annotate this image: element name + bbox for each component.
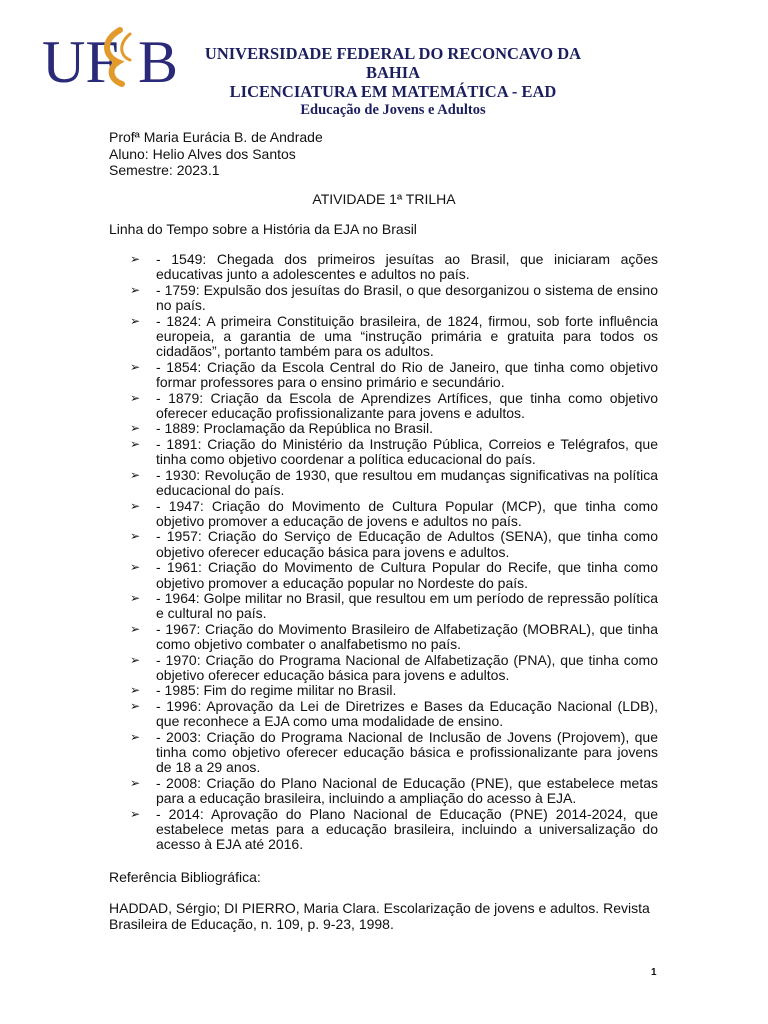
timeline-item xyxy=(130,699,658,730)
timeline-item-text: - 1947: Criação do Movimento de Cultura Popular (MCP), que tinha como objetivo promover a educação de jovens e adultos no país. xyxy=(156,497,658,529)
university-name: UNIVERSIDADE FEDERAL DO RECONCAVO DA BAHIA xyxy=(204,44,582,82)
timeline-item-text: - 1985: Fim do regime militar no Brasil. xyxy=(156,682,397,699)
arrowhead-bullet-icon: ➢ xyxy=(130,313,141,328)
timeline-item xyxy=(130,468,658,499)
arrowhead-bullet-icon: ➢ xyxy=(130,775,141,790)
timeline-item-text: - 1549: Chegada dos primeiros jesuítas ao Brasil, que iniciaram ações educativas junto a adolescentes e adultos no país. xyxy=(156,251,658,283)
timeline-item xyxy=(130,391,658,422)
timeline-item-text: - 1759: Expulsão dos jesuítas do Brasil, o que desorganizou o sistema de ensino no país. xyxy=(156,281,658,314)
ufrb-logo xyxy=(42,26,184,88)
timeline-item-text: - 2008: Criação do Plano Nacional de Educação (PNE), que estabelece metas para a educação brasileira, incluindo a ampliação do acesso à EJA. xyxy=(156,774,658,807)
timeline-item-text: - 1824: A primeira Constituição brasileira, de 1824, firmou, sob forte influência europeia, a garantia de uma “instrução primária e gratuita para todos os cidadãos”, portanto também para os adultos. xyxy=(156,312,658,360)
arrowhead-bullet-icon: ➢ xyxy=(130,529,141,544)
activity-title: ATIVIDADE 1ª TRILHA xyxy=(312,191,456,207)
course-name: LICENCIATURA EM MATEMÁTICA - EAD xyxy=(229,82,557,101)
program-name: Educação de Jovens e Adultos xyxy=(300,102,486,118)
document-meta xyxy=(109,129,323,179)
page-number: 1 xyxy=(651,967,657,978)
arrowhead-bullet-icon: ➢ xyxy=(130,560,141,575)
timeline-item xyxy=(130,360,658,391)
timeline-item xyxy=(130,314,658,360)
timeline-item xyxy=(130,252,658,283)
timeline-item-text: - 1996: Aprovação da Lei de Diretrizes e Bases da Educação Nacional (LDB), que reconhece a EJA como uma modalidade de ensino. xyxy=(156,697,658,730)
arrowhead-bullet-icon: ➢ xyxy=(130,590,141,605)
arrowhead-bullet-icon: ➢ xyxy=(130,698,141,713)
timeline-item xyxy=(130,622,658,653)
timeline-item-text: - 1854: Criação da Escola Central do Rio de Janeiro, que tinha como objetivo formar professores para o ensino primário e secundário. xyxy=(156,358,658,391)
arrowhead-bullet-icon: ➢ xyxy=(130,806,141,821)
student-line: Aluno: Helio Alves dos Santos xyxy=(109,145,296,162)
timeline-item xyxy=(130,529,658,560)
reference-entry: HADDAD, Sérgio; DI PIERRO, Maria Clara. Escolarização de jovens e adultos. Revista Brasileira de Educação, n. 109, p. 9-23, 1998. xyxy=(109,900,650,932)
timeline-item xyxy=(130,776,658,807)
timeline-list xyxy=(130,252,658,853)
arrowhead-bullet-icon: ➢ xyxy=(130,467,141,482)
timeline-item-text: - 2003: Criação do Programa Nacional de Inclusão de Jovens (Projovem), que tinha como objetivo oferecer educação básica e profissionalizante para jovens de 18 a 29 anos. xyxy=(156,728,658,776)
timeline-item xyxy=(130,683,658,698)
arrowhead-bullet-icon: ➢ xyxy=(130,359,141,374)
arrowhead-bullet-icon: ➢ xyxy=(130,498,141,513)
timeline-item xyxy=(130,730,658,776)
arrowhead-bullet-icon: ➢ xyxy=(130,390,141,405)
timeline-item-text: - 1970: Criação do Programa Nacional de Alfabetização (PNA), que tinha como objetivo oferecer educação básica para jovens e adultos. xyxy=(156,651,658,683)
arrowhead-bullet-icon: ➢ xyxy=(130,252,141,266)
timeline-title: Linha do Tempo sobre a História da EJA no Brasil xyxy=(109,221,417,237)
arrowhead-bullet-icon: ➢ xyxy=(130,421,141,436)
arrowhead-bullet-icon: ➢ xyxy=(130,729,141,744)
arrowhead-bullet-icon: ➢ xyxy=(130,621,141,636)
timeline-item xyxy=(130,499,658,530)
timeline-item-text: - 1879: Criação da Escola de Aprendizes Artífices, que tinha como objetivo oferecer educação profissionalizante para jovens e adultos. xyxy=(156,389,658,422)
timeline-item xyxy=(130,653,658,684)
timeline-item-text: - 1889: Proclamação da República no Brasil. xyxy=(156,420,434,437)
professor-line: Profª Maria Eurácia B. de Andrade xyxy=(109,129,323,145)
timeline-item xyxy=(130,560,658,591)
timeline-item xyxy=(130,591,658,622)
arrowhead-bullet-icon: ➢ xyxy=(130,652,141,667)
timeline-item-text: - 2014: Aprovação do Plano Nacional de Educação (PNE) 2014-2024, que estabelece metas para a educação brasileira, incluindo a universalização do acesso à EJA até 2016. xyxy=(156,805,658,853)
timeline-item xyxy=(130,437,658,468)
references-title: Referência Bibliográfica: xyxy=(109,869,261,885)
arrowhead-bullet-icon: ➢ xyxy=(130,436,141,451)
svg-text:UF: UF xyxy=(42,29,119,88)
arrowhead-bullet-icon: ➢ xyxy=(130,282,141,297)
timeline-item-text: - 1961: Criação do Movimento de Cultura Popular do Recife, que tinha como objetivo promover a educação popular no Nordeste do país. xyxy=(156,559,658,591)
timeline-item-text: - 1891: Criação do Ministério da Instrução Pública, Correios e Telégrafos, que tinha como objetivo coordenar a política educacional do país. xyxy=(156,435,658,468)
svg-text:B: B xyxy=(138,29,179,88)
timeline-item-text: - 1957: Criação do Serviço de Educação de Adultos (SENA), que tinha como objetivo oferecer educação básica para jovens e adultos. xyxy=(156,528,658,560)
timeline-item xyxy=(130,421,658,436)
document-header xyxy=(186,44,600,119)
timeline-item-text: - 1964: Golpe militar no Brasil, que resultou em um período de repressão política e cultural no país. xyxy=(156,589,658,622)
timeline-item xyxy=(130,807,658,853)
timeline-item xyxy=(130,283,658,314)
timeline-item-text: - 1967: Criação do Movimento Brasileiro de Alfabetização (MOBRAL), que tinha como objetivo combater o analfabetismo no país. xyxy=(156,620,658,653)
semester-line: Semestre: 2023.1 xyxy=(109,162,220,178)
arrowhead-bullet-icon: ➢ xyxy=(130,683,141,698)
timeline-item-text: - 1930: Revolução de 1930, que resultou em mudanças significativas na política educacional do país. xyxy=(156,466,658,499)
